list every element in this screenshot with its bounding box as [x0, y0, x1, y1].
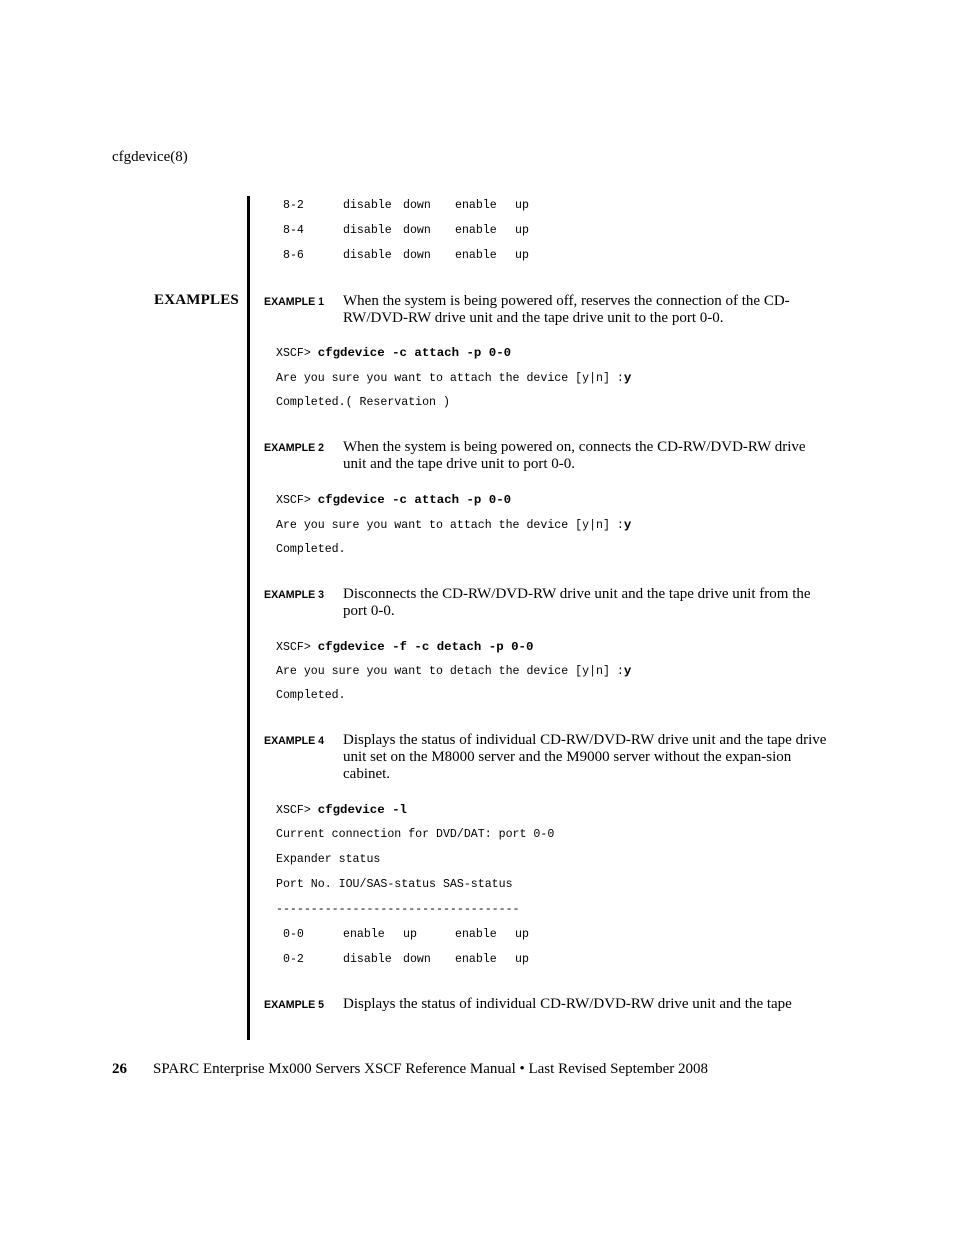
sas-status: enable	[455, 928, 497, 941]
output-text: Are you sure you want to attach the device [y|n] :	[276, 372, 624, 385]
sas-status: enable	[455, 953, 497, 966]
footer-text: SPARC Enterprise Mx000 Servers XSCF Reference Manual • Last Revised September 2008	[153, 1061, 709, 1077]
prompt: XSCF>	[276, 641, 318, 654]
command: cfgdevice -l	[317, 803, 407, 817]
iou-status: disable	[343, 249, 392, 262]
iou-status: disable	[343, 224, 392, 237]
user-input: y	[623, 371, 632, 385]
example-description: Disconnects the CD-RW/DVD-RW drive unit and the tape drive unit from the port 0-0.	[343, 586, 811, 619]
command-output: Current connection for DVD/DAT: port 0-0	[276, 828, 555, 841]
sas-state: up	[515, 953, 529, 966]
command-output: Completed.	[276, 543, 346, 556]
iou-state: down	[403, 224, 431, 237]
command-output: Completed.( Reservation )	[276, 396, 450, 409]
example-label: EXAMPLE 2	[264, 442, 325, 454]
example-label: EXAMPLE 4	[264, 735, 325, 747]
command: cfgdevice -c attach -p 0-0	[317, 346, 512, 360]
example-label: EXAMPLE 5	[264, 999, 325, 1011]
running-header: cfgdevice(8)	[112, 149, 188, 165]
command-output: Port No. IOU/SAS-status SAS-status	[276, 878, 513, 891]
section-heading: EXAMPLES	[154, 292, 239, 308]
sas-state: up	[515, 928, 529, 941]
example-description: When the system is being powered off, reserves the connection of the CD-RW/DVD-RW drive unit and the tape drive unit to the port 0-0.	[343, 293, 790, 326]
example-label: EXAMPLE 3	[264, 589, 325, 601]
iou-status: disable	[343, 953, 392, 966]
port-number: 8-6	[283, 249, 304, 262]
port-number: 8-2	[283, 199, 304, 212]
command-output: Completed.	[276, 689, 346, 702]
iou-state: down	[403, 249, 431, 262]
separator-line: -----------------------------------	[276, 903, 520, 916]
iou-state: down	[403, 953, 431, 966]
command-output	[276, 664, 631, 679]
sas-state: up	[515, 249, 529, 262]
output-text: Are you sure you want to detach the device [y|n] :	[276, 665, 624, 678]
prompt: XSCF>	[276, 804, 318, 817]
iou-status: enable	[343, 928, 385, 941]
prompt: XSCF>	[276, 494, 318, 507]
command-output: Expander status	[276, 853, 381, 866]
port-number: 0-0	[283, 928, 304, 941]
command-output	[276, 518, 631, 533]
example-description: When the system is being powered on, connects the CD-RW/DVD-RW drive unit and the tape drive unit to port 0-0.	[343, 439, 806, 472]
user-input: y	[623, 664, 632, 678]
output-text: Are you sure you want to attach the device [y|n] :	[276, 519, 624, 532]
page-number: 26	[112, 1061, 127, 1077]
command: cfgdevice -f -c detach -p 0-0	[317, 640, 534, 654]
user-input: y	[623, 518, 632, 532]
example-description: Displays the status of individual CD-RW/DVD-RW drive unit and the tape	[343, 996, 792, 1012]
port-number: 0-2	[283, 953, 304, 966]
iou-state: up	[403, 928, 417, 941]
command-line	[276, 640, 533, 655]
example-description: Displays the status of individual CD-RW/DVD-RW drive unit and the tape drive unit set on the M8000 server and the M9000 server without the expan-sion cabinet.	[343, 732, 827, 782]
margin-rule	[247, 196, 250, 1040]
command-line	[276, 803, 407, 818]
sas-state: up	[515, 199, 529, 212]
command-line	[276, 346, 511, 361]
iou-state: down	[403, 199, 431, 212]
sas-status: enable	[455, 249, 497, 262]
sas-status: enable	[455, 199, 497, 212]
sas-status: enable	[455, 224, 497, 237]
command: cfgdevice -c attach -p 0-0	[317, 493, 512, 507]
command-output	[276, 371, 631, 386]
example-label: EXAMPLE 1	[264, 296, 325, 308]
sas-state: up	[515, 224, 529, 237]
iou-status: disable	[343, 199, 392, 212]
command-line	[276, 493, 511, 508]
prompt: XSCF>	[276, 347, 318, 360]
port-number: 8-4	[283, 224, 304, 237]
